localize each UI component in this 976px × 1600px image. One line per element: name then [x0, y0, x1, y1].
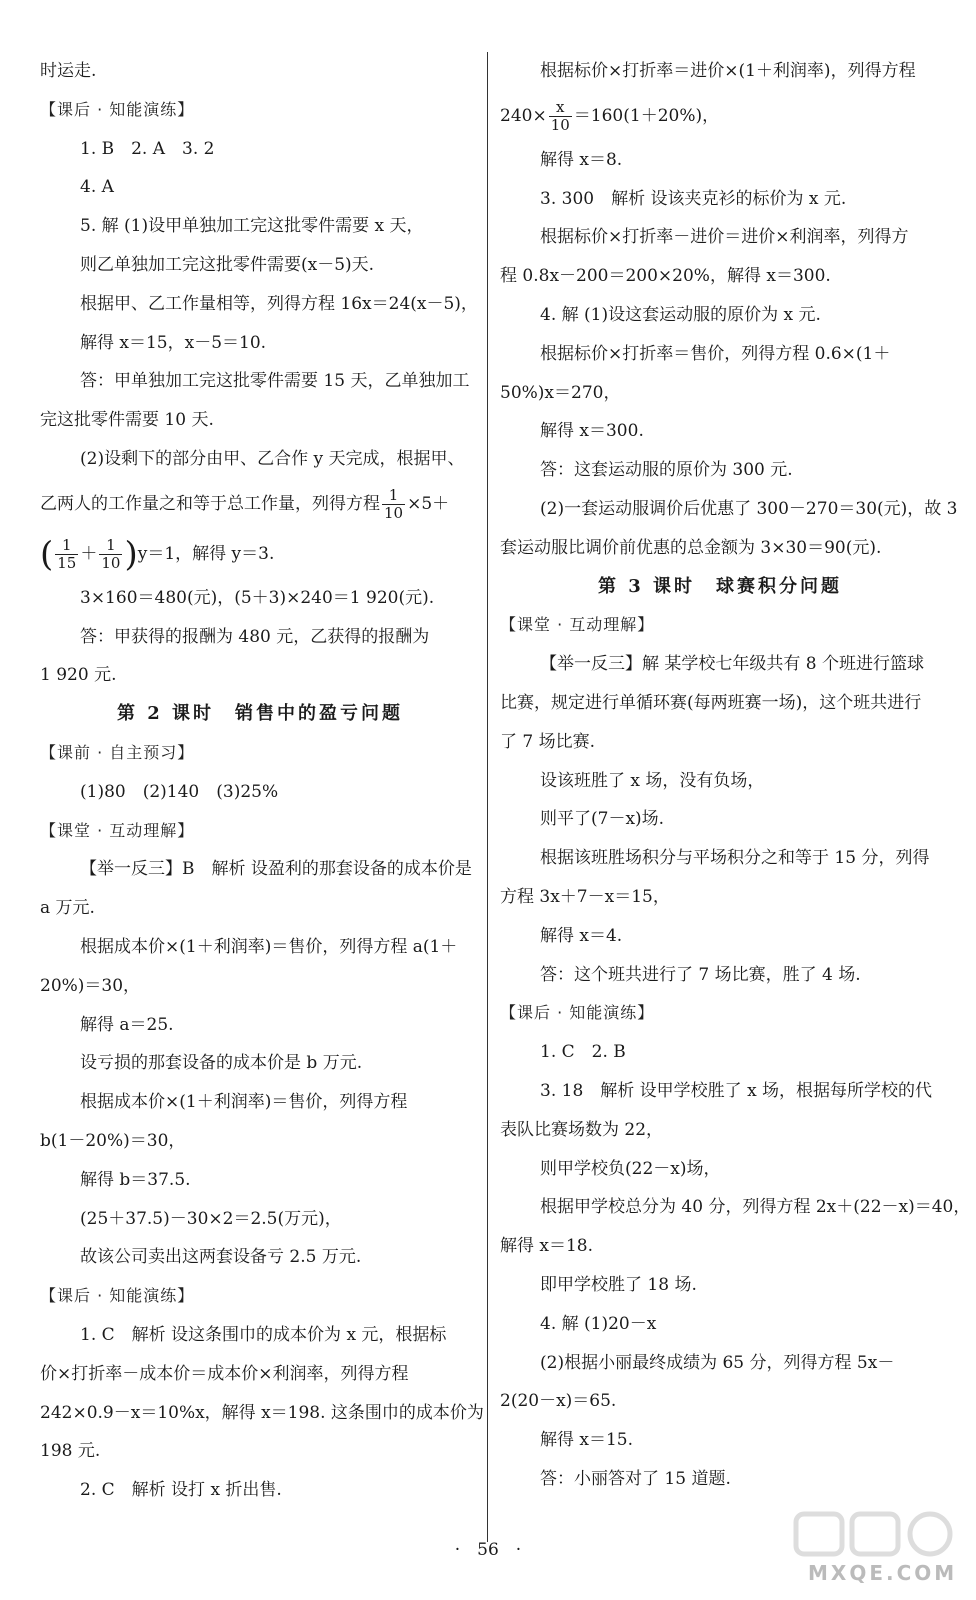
text-line: 程 0.8x－200＝200×20%，解得 x＝300.	[500, 266, 831, 287]
text-line: 3. 300 解析 设该夹克衫的标价为 x 元.	[540, 188, 847, 209]
text-line: b(1－20%)＝30，	[40, 1130, 186, 1151]
text-line: 解得 x＝15，x－5＝10.	[80, 332, 267, 353]
text-line: 【举一反三】B 解析 设盈利的那套设备的成本价是	[80, 859, 472, 880]
text-line: 1. B 2. A 3. 2	[80, 138, 215, 159]
text-line: 价×打折率－成本价＝成本价×利润率，列得方程	[40, 1363, 409, 1384]
section-tag: 【课后 · 知能演练】	[500, 1003, 655, 1023]
section-tag: 【课后 · 知能演练】	[40, 1286, 195, 1306]
watermark-icon	[790, 1508, 960, 1588]
text-line: 设亏损的那套设备的成本价是 b 万元.	[80, 1053, 363, 1074]
page-number: · 56 ·	[454, 1540, 522, 1560]
section-heading: 第 3 课时 球赛积分问题	[597, 575, 843, 597]
text-line: (1)80 (2)140 (3)25%	[80, 781, 279, 802]
right-column	[500, 52, 971, 1499]
text-line: (25＋37.5)－30×2＝2.5(万元)，	[80, 1208, 342, 1229]
text-line: 方程 3x＋7－x＝15，	[500, 886, 670, 907]
text-line: 根据标价×打折率＝售价，列得方程 0.6×(1＋	[540, 343, 891, 364]
fraction: $\frac{1}{10}$	[101, 535, 121, 572]
text-line: 198 元.	[40, 1441, 101, 1462]
text-line: 表队比赛场数为 22，	[500, 1119, 664, 1140]
text-line: 4. A	[80, 177, 114, 198]
text-line: 则甲学校负(22－x)场，	[540, 1158, 721, 1179]
fraction-equation-line: ( $\frac{1}{15}$ ＋ $\frac{1}{10}$ )y＝1，解得 y＝3.	[40, 534, 275, 575]
text-line: 答：小丽答对了 15 道题.	[540, 1468, 731, 1489]
text-line: 5. 解 (1)设甲单独加工完这批零件需要 x 天，	[80, 216, 424, 237]
text-line: 比赛，规定进行单循环赛(每两班赛一场)，这个班共进行	[500, 692, 922, 713]
text-line: 50%)x＝270，	[500, 382, 621, 403]
text-line: 解得 x＝300.	[540, 421, 644, 442]
text-line: 解得 x＝18.	[500, 1236, 594, 1257]
text-line: 4. 解 (1)20－x	[540, 1313, 657, 1334]
section-tag: 【课堂 · 互动理解】	[500, 615, 655, 635]
text-line: 【举一反三】解 某学校七年级共有 8 个班进行篮球	[540, 654, 925, 675]
text-line: 故该公司卖出这两套设备亏 2.5 万元.	[80, 1247, 362, 1268]
text-line: 根据标价×打折率－进价＝进价×利润率，列得方	[540, 227, 909, 248]
text-line: 根据甲、乙工作量相等，列得方程 16x＝24(x－5)，	[80, 293, 478, 314]
text-line: 答：甲获得的报酬为 480 元，乙获得的报酬为	[80, 626, 430, 647]
text-line: 242×0.9－x＝10%x，解得 x＝198. 这条围巾的成本价为	[40, 1402, 484, 1423]
text-line: 根据成本价×(1＋利润率)＝售价，列得方程 a(1＋	[80, 936, 458, 957]
text-line: 答：这个班共进行了 7 场比赛，胜了 4 场.	[540, 964, 861, 985]
section-tag: 【课前 · 自主预习】	[40, 742, 195, 762]
section-tag: 【课后 · 知能演练】	[40, 99, 195, 119]
text-line: 根据甲学校总分为 40 分，列得方程 2x＋(22－x)＝40，	[540, 1197, 971, 1218]
section-heading: 第 2 课时 销售中的盈亏问题	[116, 703, 404, 725]
fraction-equation-line: 乙两人的工作量之和等于总工作量，列得方程 $\frac{1}{10}$ ×5＋	[40, 485, 450, 522]
text-line: 解得 b＝37.5.	[80, 1169, 191, 1190]
text-line: 则平了(7－x)场.	[540, 809, 665, 830]
svg-text:MXQE.COM: MXQE.COM	[808, 1561, 958, 1585]
text-line: 答：甲单独加工完这批零件需要 15 天，乙单独加工	[80, 371, 470, 392]
right-text-block-2	[500, 141, 971, 1499]
text-line: 1. C 解析 设这条围巾的成本价为 x 元，根据标	[80, 1324, 447, 1345]
fraction: $\frac{1}{15}$	[57, 535, 77, 572]
text-line: 3. 18 解析 设甲学校胜了 x 场，根据每所学校的代	[540, 1080, 933, 1101]
text-line: 时运走.	[40, 61, 97, 81]
text-line: (2)一套运动服调价后优惠了 300－270＝30(元)，故 3	[540, 498, 958, 519]
text-line: 2. C 解析 设打 x 折出售.	[80, 1480, 282, 1501]
text-line: a 万元.	[40, 898, 95, 919]
text-line: 1 920 元.	[40, 665, 117, 686]
fraction: $\frac{1}{10}$	[384, 485, 404, 522]
text-line: 3×160＝480(元)，(5＋3)×240＝1 920(元).	[80, 587, 435, 608]
column-divider	[487, 52, 488, 1542]
right-text-block-1	[500, 52, 940, 91]
text-line: 20%)＝30，	[40, 975, 141, 996]
text-line: 2(20－x)＝65.	[500, 1391, 617, 1412]
text-line: 答：这套运动服的原价为 300 元.	[540, 460, 793, 481]
text-line: (2)设剩下的部分由甲、乙合作 y 天完成，根据甲、	[80, 448, 465, 469]
text-line: 解得 x＝4.	[540, 925, 623, 946]
text-line: 根据标价×打折率＝进价×(1＋利润率)，列得方程	[540, 61, 916, 81]
text-line: 根据该班胜场积分与平场积分之和等于 15 分，列得	[540, 848, 930, 869]
text-line: 解得 x＝8.	[540, 149, 623, 170]
text-line: 解得 a＝25.	[80, 1014, 174, 1035]
left-text-block-2	[40, 579, 484, 1510]
text-line: 1. C 2. B	[540, 1042, 626, 1063]
watermark-logo	[790, 1508, 960, 1588]
left-text-block-1	[40, 52, 480, 479]
text-line: 根据成本价×(1＋利润率)＝售价，列得方程	[80, 1092, 408, 1113]
text-line: 4. 解 (1)设这套运动服的原价为 x 元.	[540, 304, 821, 325]
text-line: 解得 x＝15.	[540, 1430, 634, 1451]
text-line: 完这批零件需要 10 天.	[40, 410, 214, 431]
left-column	[40, 52, 484, 1510]
fraction: $\frac{x}{10}$	[550, 97, 570, 134]
text-line: 即甲学校胜了 18 场.	[540, 1274, 697, 1295]
text-line: (2)根据小丽最终成绩为 65 分，列得方程 5x－	[540, 1352, 895, 1373]
text-line: 套运动服比调价前优惠的总金额为 3×30＝90(元).	[500, 537, 882, 558]
section-tag: 【课堂 · 互动理解】	[40, 820, 195, 840]
text-line: 设该班胜了 x 场，没有负场，	[540, 770, 765, 791]
text-line: 了 7 场比赛.	[500, 731, 596, 752]
text-line: 则乙单独加工完这批零件需要(x－5)天.	[80, 254, 375, 275]
fraction-equation-line: 240× $\frac{x}{10}$ ＝160(1＋20%)，	[500, 97, 720, 134]
